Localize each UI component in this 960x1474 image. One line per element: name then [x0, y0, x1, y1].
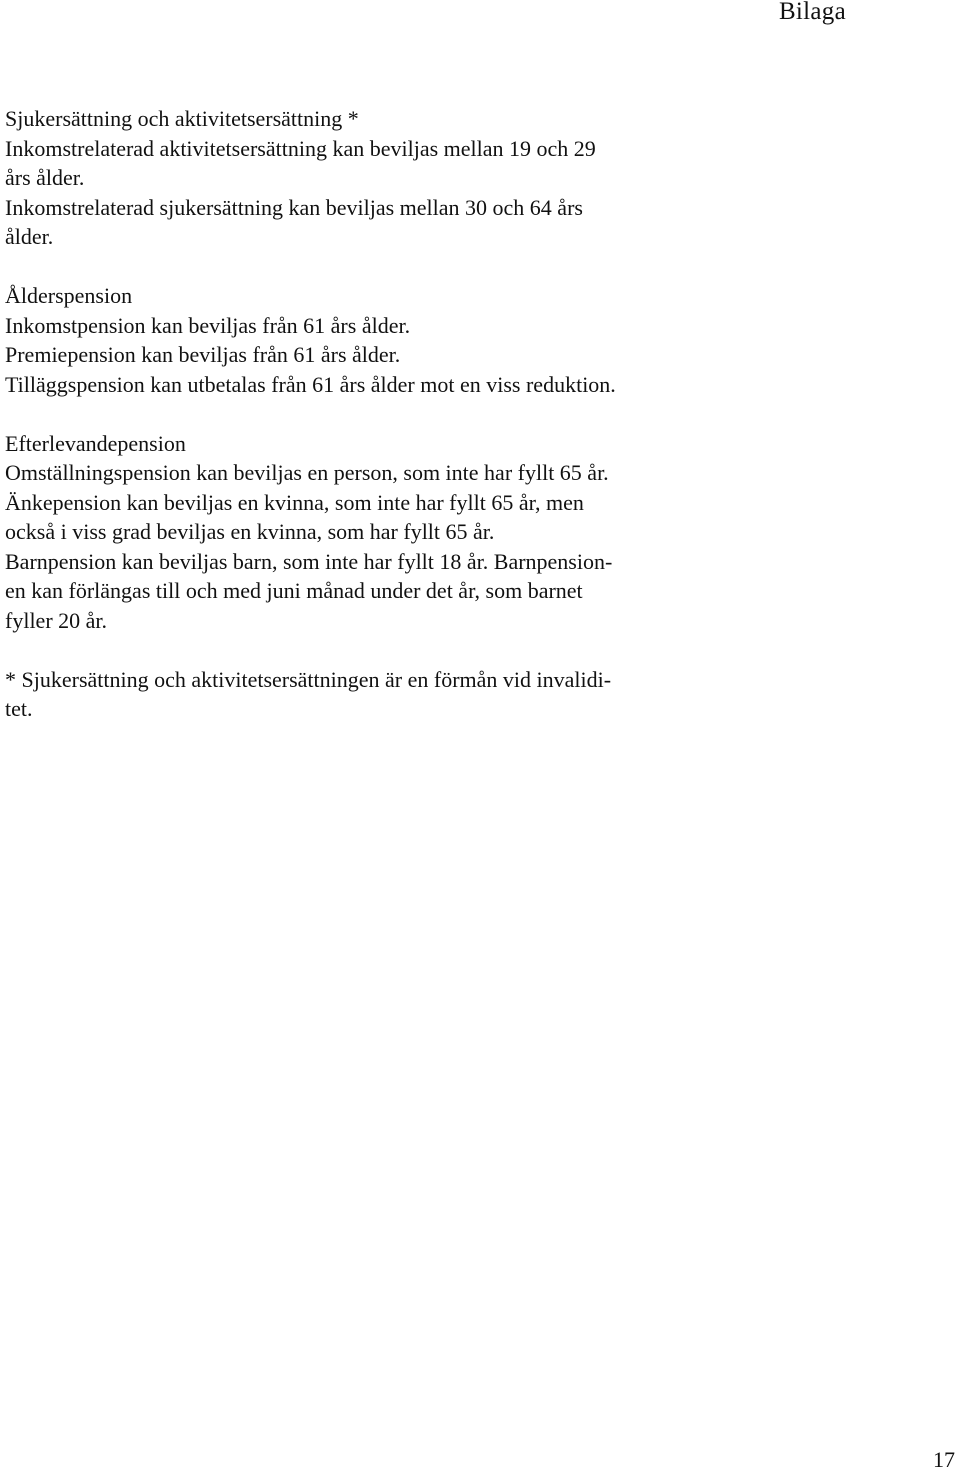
text-line: fyller 20 år. [5, 607, 108, 633]
document-body [5, 104, 725, 753]
text-line: ålder. [5, 224, 54, 249]
text-line: Inkomstrelaterad sjukersättning kan beviljas mellan 30 och 64 års [5, 194, 583, 220]
appendix-label: Bilaga [778, 0, 846, 25]
section-footnote [5, 665, 725, 724]
section-heading: Efterlevandepension [5, 430, 186, 456]
text-line: års ålder. [5, 165, 85, 190]
footnote-line: * Sjukersättning och aktivitetsersättningen är en förmån vid invalidi- [5, 666, 612, 692]
page-number: 17 [933, 1447, 955, 1472]
text-line: också i viss grad beviljas en kvinna, som har fyllt 65 år. [5, 519, 495, 544]
text-line: Inkomstrelaterad aktivitetsersättning kan beviljas mellan 19 och 29 [5, 135, 596, 161]
text-line: Omställningspension kan beviljas en person, som inte har fyllt 65 år. [5, 460, 609, 485]
footnote-line: tet. [5, 696, 33, 721]
section-survivors-pension [5, 429, 725, 636]
text-line: Inkomstpension kan beviljas från 61 års ålder. [5, 312, 411, 338]
text-line: en kan förlängas till och med juni månad under det år, som barnet [5, 578, 583, 603]
text-line: Barnpension kan beviljas barn, som inte har fyllt 18 år. Barnpension- [5, 548, 613, 574]
text-line: Änkepension kan beviljas en kvinna, som inte har fyllt 65 år, men [5, 489, 584, 515]
section-old-age-pension [5, 281, 725, 399]
section-sickness-activity-compensation [5, 104, 725, 252]
section-heading: Sjukersättning och aktivitetsersättning * [5, 106, 359, 131]
text-line: Premiepension kan beviljas från 61 års ålder. [5, 342, 401, 367]
text-line: Tilläggspension kan utbetalas från 61 års ålder mot en viss reduktion. [5, 371, 616, 397]
section-heading: Ålderspension [5, 283, 133, 308]
